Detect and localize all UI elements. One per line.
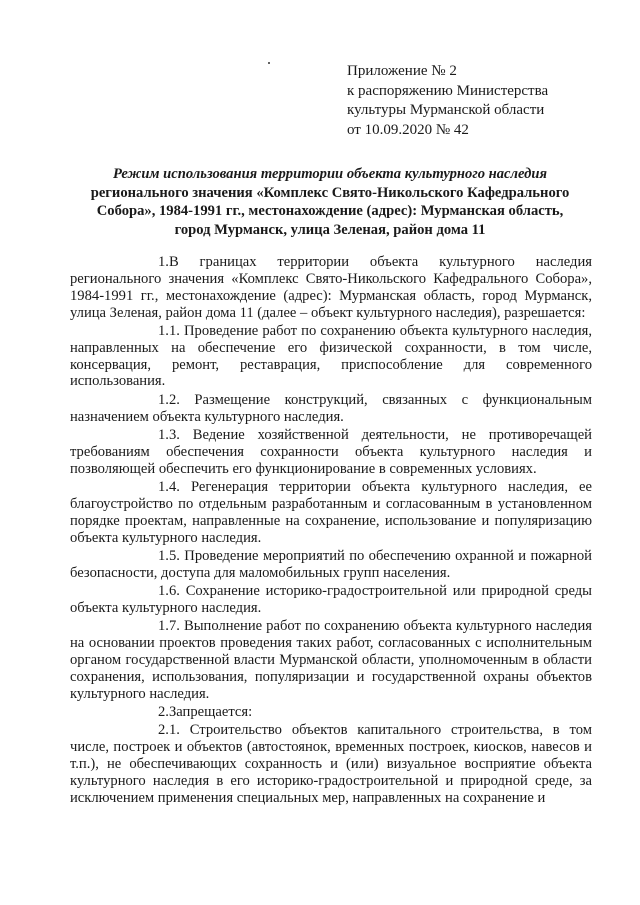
appendix-line: от 10.09.2020 № 42: [347, 121, 469, 138]
paragraph-text: Проведение мероприятий по обеспечению охранной и пожарной безопасности, доступа для маломобильных групп населения.: [70, 547, 592, 581]
paragraph-number: 1.6.: [158, 583, 180, 600]
paragraph: [70, 722, 592, 806]
paragraph-number: 1.1.: [158, 322, 180, 339]
appendix-header: [347, 62, 617, 140]
paragraph: [70, 548, 592, 582]
title-line: Режим использования территории объекта культурного наследия: [112, 166, 548, 182]
paragraph-number: 2.: [158, 703, 169, 720]
paragraph-number: 1.4.: [158, 478, 180, 495]
title-line: регионального значения «Комплекс Свято-Никольского Кафедрального: [90, 184, 570, 201]
paragraph-text: Проведение работ по сохранению объекта культурного наследия, направленных на обеспечение его физической сохранности, в том числе, консервация, ремонт, реставрация, приспособление для современного использования.: [70, 322, 592, 390]
paragraph-number: 1.: [158, 254, 169, 270]
paragraph-text: Выполнение работ по сохранению объекта культурного наследия на основании проектов проведения таких работ, согласованных с исполнительным органом государственной власти Мурманской области, уполномоченным в области сохранения, использования, популяризации и государственной охраны объектов культурного наследия.: [70, 618, 592, 702]
scan-speck: [268, 62, 270, 64]
paragraph: [70, 583, 592, 617]
paragraph: [70, 618, 592, 702]
paragraph-number: 1.3.: [158, 426, 180, 443]
appendix-line: Приложение № 2: [347, 63, 457, 79]
paragraph: [70, 427, 592, 478]
paragraph: [70, 392, 592, 426]
paragraph: [70, 323, 592, 390]
paragraph-number: 2.1.: [158, 722, 180, 739]
paragraph-text: Ведение хозяйственной деятельности, не противоречащей требованиям обеспечения сохранности объекта культурного наследия и позволяющей обеспечить его функционирование в современных условиях.: [70, 426, 592, 477]
appendix-line: к распоряжению Министерства: [347, 82, 549, 99]
document-title: [70, 165, 590, 239]
paragraph-number: 1.7.: [158, 618, 180, 635]
paragraph-text: Регенерация территории объекта культурного наследия, ее благоустройство по отдельным разработанным и согласованным в установленном порядке проектам, направленные на сохранение, использование и популяризацию объекта культурного наследия.: [70, 478, 592, 546]
paragraph-text: Строительство объектов капитального строительства, в том числе, построек и объектов (автостоянок, временных построек, киосков, навесов и т.п.), не обеспечивающих сохранность и (или) визуальное восприятие объекта культурного наследия в его историко-градостроительной и природной среде, за исключением применения специальных мер, направленных на сохранение и: [70, 722, 592, 806]
title-line: город Мурманск, улица Зеленая, район дома 11: [174, 221, 486, 238]
document-body: [70, 254, 592, 808]
paragraph-text: Запрещается:: [168, 703, 253, 720]
paragraph: [70, 254, 592, 321]
paragraph: [70, 704, 592, 721]
appendix-line: культуры Мурманской области: [347, 102, 545, 118]
paragraph: [70, 479, 592, 546]
title-line: Собора», 1984-1991 гг., местонахождение (адрес): Мурманская область,: [96, 203, 564, 220]
paragraph-text: В границах территории объекта культурного наследия регионального значения «Комплекс Свято-Никольского Кафедрального Собора», 1984-1991 гг., местонахождение (адрес): Мурманская область, город Мурманск, улица Зеленая, район дома 11 (далее – объект культурного наследия), разрешается:: [70, 254, 592, 321]
paragraph-number: 1.2.: [158, 391, 180, 408]
paragraph-text: Сохранение историко-градостроительной или природной среды объекта культурного наследия.: [70, 583, 592, 616]
paragraph-number: 1.5.: [158, 547, 180, 564]
paragraph-text: Размещение конструкций, связанных с функциональным назначением объекта культурного наследия.: [70, 391, 592, 425]
